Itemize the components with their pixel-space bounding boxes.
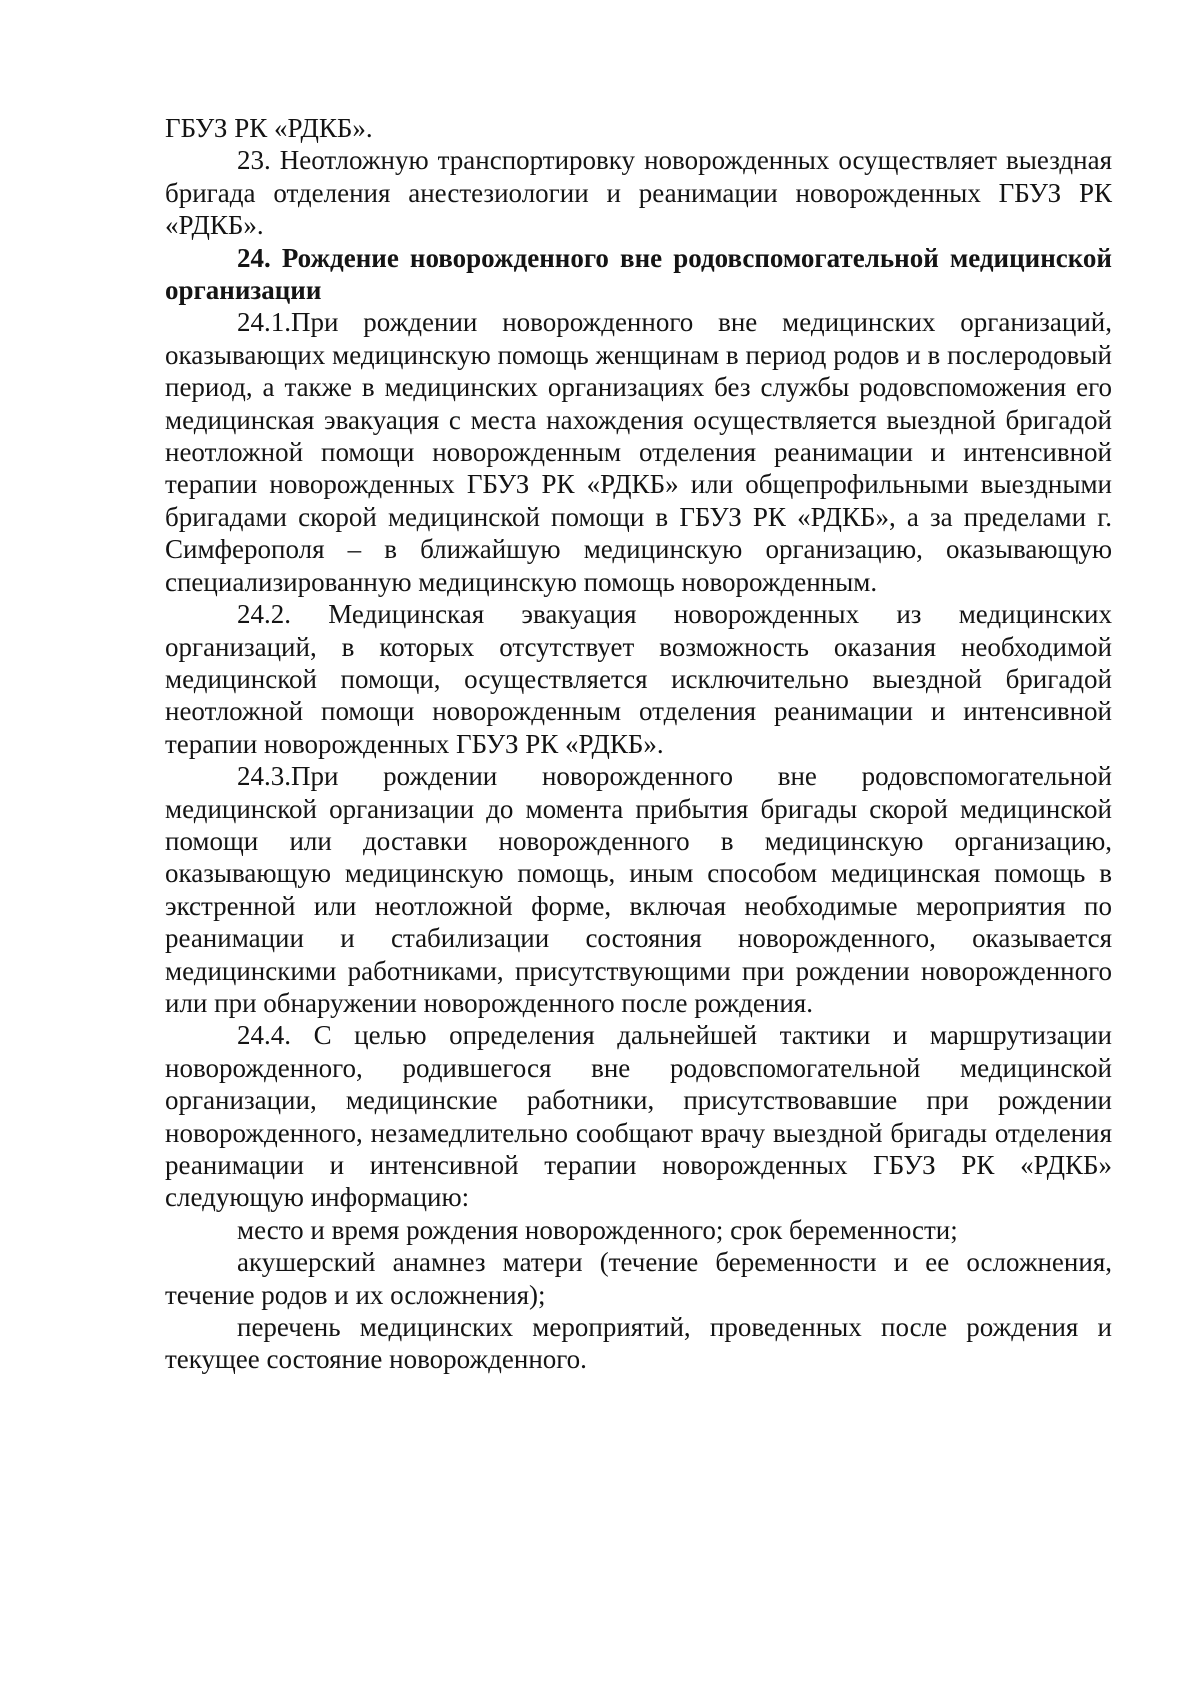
- paragraph-24-1: 24.1.При рождении новорожденного вне медицинских организаций, оказывающих медицинскую помощь женщинам в период родов и в послеродовый период, а также в медицинских организациях без службы родовспоможения его медицинская эвакуация с места нахождения осуществляется выездной бригадой неотложной помощи новорожденным отделения реанимации и интенсивной терапии новорожденных ГБУЗ РК «РДКБ» или общепрофильными выездными бригадами скорой медицинской помощи в ГБУЗ РК «РДКБ», а за пределами г. Симферополя – в ближайшую медицинскую организацию, оказывающую специализированную медицинскую помощь новорожденным.: [165, 307, 1112, 597]
- paragraph-24-2: 24.2. Медицинская эвакуация новорожденных из медицинских организаций, в которых отсутствует возможность оказания необходимой медицинской помощи, осуществляется исключительно выездной бригадой неотложной помощи новорожденным отделения реанимации и интенсивной терапии новорожденных ГБУЗ РК «РДКБ».: [165, 599, 1112, 759]
- paragraph-24-3: 24.3.При рождении новорожденного вне родовспомогательной медицинской организации до момента прибытия бригады скорой медицинской помощи или доставки новорожденного в медицинскую организацию, оказывающую медицинскую помощь, иным способом медицинская помощь в экстренной или неотложной форме, включая необходимые мероприятия по реанимации и стабилизации состояния новорожденного, оказывается медицинскими работниками, присутствующими при рождении новорожденного или при обнаружении новорожденного после рождения.: [165, 761, 1112, 1018]
- section-heading-24: 24. Рождение новорожденного вне родовспомогательной медицинской организации: [165, 242, 1112, 306]
- list-item-medical-measures: перечень медицинских мероприятий, проведенных после рождения и текущее состояние новорожденного.: [165, 1312, 1112, 1375]
- paragraph-23: 23. Неотложную транспортировку новорожденных осуществляет выездная бригада отделения анестезиологии и реанимации новорожденных ГБУЗ РК «РДКБ».: [165, 145, 1112, 241]
- paragraph-24-4: 24.4. С целью определения дальнейшей тактики и маршрутизации новорожденного, родившегося вне родовспомогательной медицинской организации, медицинские работники, присутствовавшие при рождении новорожденного, незамедлительно сообщают врачу выездной бригады отделения реанимации и интенсивной терапии новорожденных ГБУЗ РК «РДКБ» следующую информацию:: [165, 1020, 1112, 1213]
- document-page: [165, 112, 1112, 1376]
- list-item-obstetric-history: акушерский анамнез матери (течение беременности и ее осложнения, течение родов и их осложнения);: [165, 1247, 1112, 1310]
- list-item-birth-place-time: место и время рождения новорожденного; срок беременности;: [237, 1214, 958, 1245]
- paragraph-continuation: ГБУЗ РК «РДКБ».: [165, 113, 373, 143]
